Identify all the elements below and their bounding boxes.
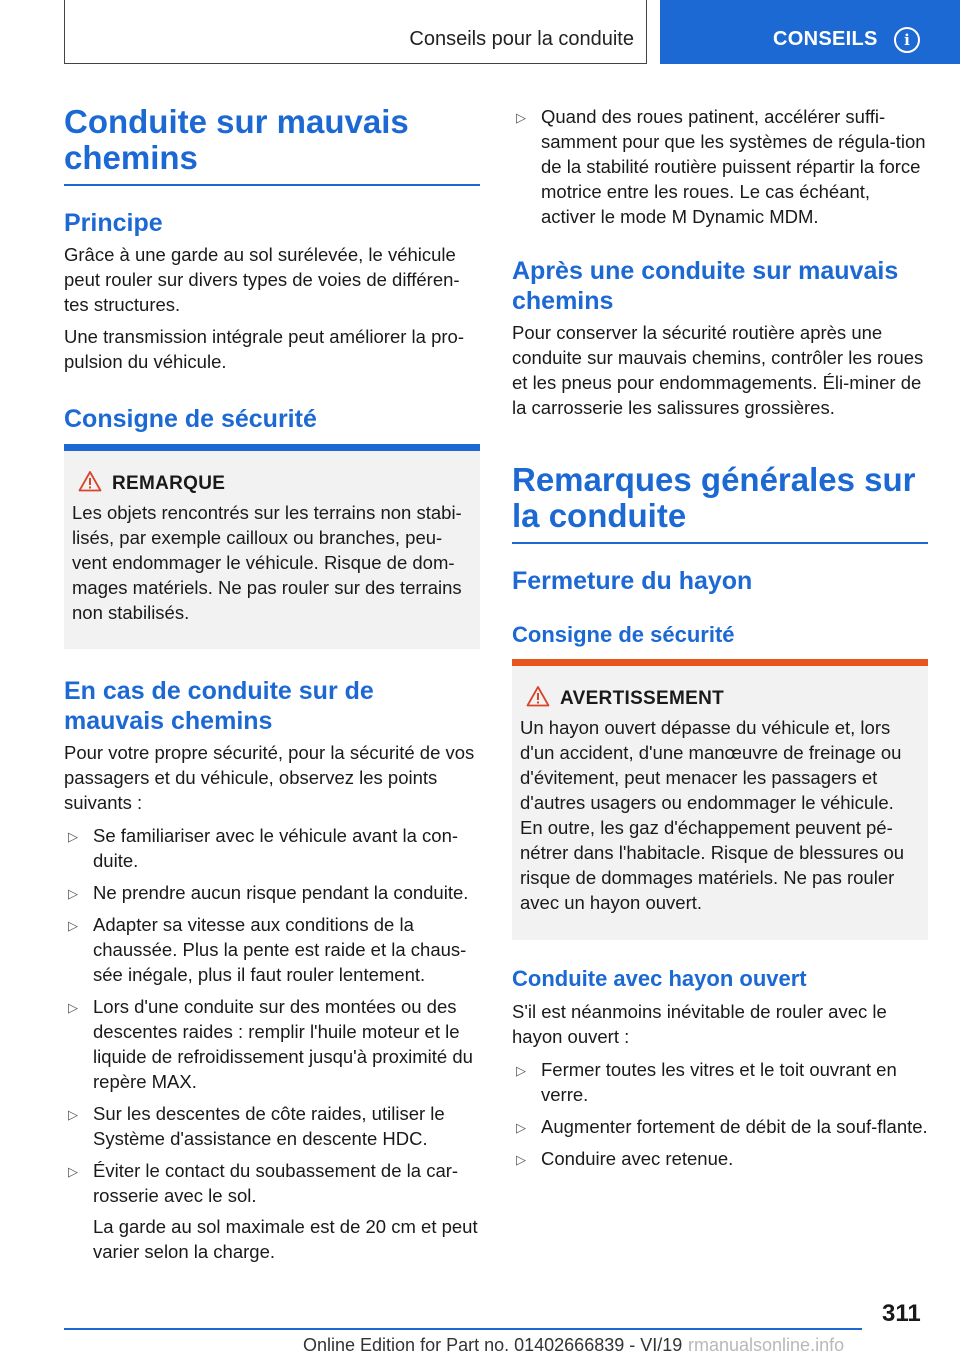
list-item-text: Augmenter fortement de débit de la souf-flante. <box>541 1116 928 1137</box>
title-rule <box>64 184 480 186</box>
open-intro: S'il est néanmoins inévitable de rouler avec le hayon ouvert : <box>512 1001 887 1047</box>
remarque-note <box>64 444 480 649</box>
list-item <box>64 1101 480 1151</box>
list-item-text: Adapter sa vitesse aux conditions de la chaussée. Plus la pente est raide et la chaus-sée inégale, plus il faut rouler lentement. <box>93 914 467 985</box>
case-heading: En cas de conduite sur de mauvais chemins <box>64 677 374 735</box>
list-item-text: Sur les descentes de côte raides, utiliser le Système d'assistance en descente HDC. <box>93 1103 445 1149</box>
watermark: rmanualsonline.info <box>688 1335 845 1355</box>
header-section-box <box>64 0 647 64</box>
list-item <box>512 1114 928 1139</box>
general-title: Remarques générales sur la conduite <box>512 461 916 534</box>
bullet-triangle-icon: ▷ <box>68 1165 78 1180</box>
principe-heading: Principe <box>64 209 163 237</box>
warning-triangle-icon <box>526 685 550 707</box>
open-heading: Conduite avec hayon ouvert <box>512 966 807 991</box>
hayon-safety-heading: Consigne de sécurité <box>512 622 735 647</box>
bullet-triangle-icon: ▷ <box>68 1001 78 1016</box>
list-item <box>512 1057 928 1107</box>
header-section-title: Conseils pour la conduite <box>409 28 634 50</box>
case-intro: Pour votre propre sécurité, pour la sécurité de vos passagers et du véhicule, observez les points suivants : <box>64 742 475 813</box>
warning-text: Un hayon ouvert dépasse du véhicule et, lors d'un accident, d'une manœuvre de freinage ou d'évitement, peut menacer les passagers et d'autres usagers ou endommager le véhicule. En outre, les gaz d'échappement peuvent pé-nétrer dans l'habitacle. Risque de blessures ou risque de dommages matériels. Ne pas rouler avec un hayon ouvert. <box>520 717 905 913</box>
case-section <box>64 676 480 1271</box>
principe-paragraph-2: Une transmission intégrale peut améliorer la pro-pulsion du véhicule. <box>64 326 464 372</box>
list-item-text: Conduire avec retenue. <box>541 1148 734 1169</box>
warning-bar <box>512 659 928 666</box>
info-circle-icon[interactable]: i <box>894 27 920 53</box>
footer-edition: Online Edition for Part no. 01402666839 - VI/19 <box>303 1335 683 1355</box>
after-heading: Après une conduite sur mauvais chemins <box>512 257 899 315</box>
bullet-triangle-icon: ▷ <box>68 919 78 934</box>
bullet-triangle-icon: ▷ <box>516 1153 526 1168</box>
list-item-text: Ne prendre aucun risque pendant la conduite. <box>93 882 469 903</box>
note-title: REMARQUE <box>112 473 226 494</box>
warning-triangle-icon <box>78 470 102 492</box>
list-item <box>64 823 480 873</box>
bullet-triangle-icon: ▷ <box>516 1121 526 1136</box>
page-title: Conduite sur mauvais chemins <box>64 103 409 176</box>
case-bullet-list <box>64 823 480 1264</box>
general-title-block <box>512 462 928 544</box>
list-item <box>64 880 480 905</box>
safety-section <box>64 404 480 434</box>
list-item-text: Quand des roues patinent, accélérer suffi-samment pour que les systèmes de régula-tion de la stabilité routière puissent répartir la force motrice entre les roues. Le cas échéant, activer le mode M Dynamic MDM. <box>541 106 926 227</box>
safety-heading: Consigne de sécurité <box>64 405 317 433</box>
after-paragraph: Pour conserver la sécurité routière après une conduite sur mauvais chemins, contrôler les roues et les pneus pour endommagements. Éli-miner de la carrosserie les salissures grossières. <box>512 322 924 418</box>
list-item-text: Éviter le contact du soubassement de la car-rosserie avec le sol. <box>93 1160 459 1206</box>
bullet-triangle-icon: ▷ <box>516 111 526 126</box>
page-title-block <box>64 104 480 186</box>
list-item <box>64 1158 480 1264</box>
note-bar <box>64 444 480 451</box>
page-number: 311 <box>882 1300 921 1327</box>
title-rule <box>512 542 928 544</box>
continued-bullet-list <box>512 104 928 236</box>
list-item-text: Lors d'une conduite sur des montées ou des descentes raides : remplir l'huile moteur et le liquide de refroidissement jusqu'à proximité du repère MAX. <box>93 996 473 1092</box>
list-item-text: Se familiariser avec le véhicule avant la con-duite. <box>93 825 459 871</box>
bullet-triangle-icon: ▷ <box>68 830 78 845</box>
hayon-heading: Fermeture du hayon <box>512 567 753 595</box>
note-text: Les objets rencontrés sur les terrains non stabi-lisés, par exemple cailloux ou branches, peu-vent endommager le véhicule. Risque de dom-mages matériels. Ne pas rouler sur des terrains non stabilisés. <box>72 502 462 623</box>
list-item-subtext: La garde au sol maximale est de 20 cm et peut varier selon la charge. <box>93 1216 478 1262</box>
principe-section <box>64 208 480 374</box>
list-item <box>512 104 928 229</box>
list-item <box>512 1146 928 1171</box>
bullet-triangle-icon: ▷ <box>516 1064 526 1079</box>
bullet-triangle-icon: ▷ <box>68 887 78 902</box>
header-chapter-label: CONSEILS <box>773 28 878 50</box>
list-item <box>64 994 480 1094</box>
principe-paragraph-1: Grâce à une garde au sol surélevée, le véhicule peut rouler sur divers types de voies de différen-tes structures. <box>64 244 460 315</box>
open-bullet-list <box>512 1057 928 1171</box>
list-item-text: Fermer toutes les vitres et le toit ouvrant en verre. <box>541 1059 897 1105</box>
header-chapter-tab[interactable] <box>660 0 960 64</box>
after-section <box>512 256 928 420</box>
open-section <box>512 965 928 1178</box>
bullet-triangle-icon: ▷ <box>68 1108 78 1123</box>
list-item <box>64 912 480 987</box>
avertissement-note <box>512 659 928 940</box>
hayon-section <box>512 566 928 649</box>
footer-rule <box>64 1328 862 1330</box>
warning-title: AVERTISSEMENT <box>560 688 725 709</box>
